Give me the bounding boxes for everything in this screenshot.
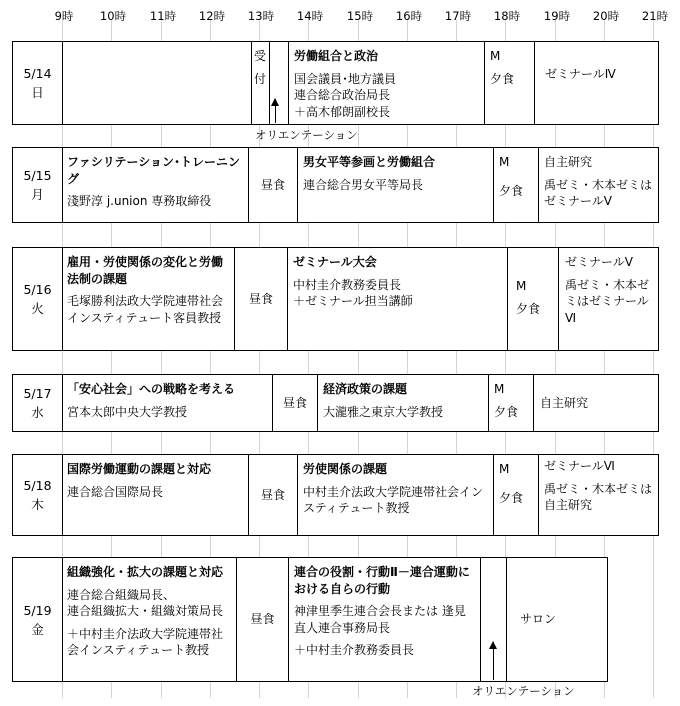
salon-label: サロン bbox=[520, 612, 557, 627]
afternoon-session-cell bbox=[288, 248, 508, 350]
date: 5/18 bbox=[23, 478, 52, 493]
lecturer-line: 連合総合組織局長、 bbox=[67, 587, 176, 602]
lecturer-line: ＋ゼミナール担当講師 bbox=[293, 294, 413, 308]
lecturer-line: ＋中村圭介教務委員長 bbox=[294, 643, 415, 657]
session-cell bbox=[289, 42, 485, 124]
session-title: ゼミナール大会 bbox=[293, 255, 377, 269]
afternoon-session-cell bbox=[298, 148, 494, 222]
day-row-5-19 bbox=[12, 557, 608, 682]
session-title: 労働組合と政治 bbox=[294, 49, 379, 63]
evening-line: 禹ゼミ・木本ゼミはゼミナールⅥ bbox=[565, 277, 650, 325]
date: 5/19 bbox=[23, 602, 52, 618]
day-row-5-17 bbox=[12, 374, 659, 432]
meal-cell bbox=[485, 42, 535, 124]
day-row-5-14 bbox=[12, 41, 659, 125]
dinner-label: 夕食 bbox=[490, 71, 515, 86]
lecturer-line: 毛塚勝利法政大学院連帯社会インスティテュート客員教授 bbox=[67, 294, 224, 325]
lecturer-line: ＋高木郁朗副校長 bbox=[294, 104, 391, 119]
dinner-label: 夕食 bbox=[499, 183, 524, 198]
hour-label: 18時 bbox=[493, 9, 521, 23]
day-row-5-18 bbox=[12, 454, 659, 536]
hour-label: 9時 bbox=[54, 9, 74, 23]
morning-session-cell bbox=[62, 455, 249, 535]
afternoon-session-cell bbox=[298, 455, 494, 535]
hour-label: 15時 bbox=[346, 9, 374, 23]
hour-label: 20時 bbox=[592, 9, 620, 23]
weekday: 日 bbox=[31, 85, 44, 100]
day-row-5-16 bbox=[12, 247, 659, 351]
hour-label: 16時 bbox=[395, 9, 423, 23]
weekday: 金 bbox=[31, 621, 44, 637]
evening-cell bbox=[535, 42, 658, 124]
reception-cell bbox=[252, 42, 270, 124]
evening-cell bbox=[507, 558, 607, 681]
lecturer-line: ＋中村圭介法政大学院連帯社会インスティテュート教授 bbox=[67, 626, 224, 657]
evening-line: ゼミナールⅥ bbox=[544, 459, 615, 473]
session-title: 雇用・労使関係の変化と労働法制の課題 bbox=[67, 255, 224, 286]
session-title: 「安心社会」への戦略を考える bbox=[67, 382, 236, 396]
lunch-label: 昼食 bbox=[260, 177, 285, 192]
m-label: M bbox=[494, 382, 505, 396]
hour-label: 13時 bbox=[247, 9, 275, 23]
hour-label: 21時 bbox=[641, 9, 669, 23]
morning-session-cell bbox=[62, 248, 235, 350]
day-row-5-15 bbox=[12, 147, 659, 223]
lecturer-line: 宮本太郎中央大学教授 bbox=[67, 404, 188, 419]
hour-label: 17時 bbox=[444, 9, 472, 23]
empty-morning-cell bbox=[62, 42, 252, 124]
m-label: M bbox=[490, 49, 501, 63]
hour-label: 11時 bbox=[149, 9, 177, 23]
orientation-note: オリエンテーション bbox=[255, 128, 358, 142]
lecturer-line: 中村圭介法政大学院連帯社会インスティテュート教授 bbox=[303, 484, 484, 515]
session-title: 労使関係の課題 bbox=[303, 462, 388, 476]
evening-cell bbox=[559, 248, 658, 350]
evening-cell bbox=[539, 148, 658, 222]
lecturer-line: 大瀧雅之東京大学教授 bbox=[323, 404, 444, 419]
evening-line: 自主研究 bbox=[544, 155, 593, 169]
afternoon-session-cell bbox=[289, 558, 481, 681]
date-cell bbox=[13, 455, 63, 535]
lecturer-line: 国会議員･地方議員 bbox=[294, 71, 397, 86]
reception-char: 受 bbox=[254, 49, 267, 63]
lecturer-line: 連合総合政治局長 bbox=[294, 88, 391, 102]
lunch-cell bbox=[249, 455, 298, 535]
m-label: M bbox=[499, 462, 510, 476]
evening-cell bbox=[534, 375, 658, 431]
meal-cell bbox=[494, 455, 539, 535]
arrow-up-icon bbox=[493, 642, 494, 680]
lecturer-line: 淺野淳 j.union 専務取締役 bbox=[67, 194, 212, 208]
orientation-note: オリエンテーション bbox=[472, 684, 575, 698]
meal-cell bbox=[494, 148, 539, 222]
evening-line: 自主研究 bbox=[540, 395, 589, 410]
evening-label: ゼミナールⅣ bbox=[545, 67, 616, 81]
morning-session-cell bbox=[62, 558, 237, 681]
reception-char: 付 bbox=[254, 71, 267, 86]
meal-cell bbox=[489, 375, 534, 431]
evening-line: 禹ゼミ・木本ゼミは自主研究 bbox=[544, 481, 653, 512]
date-cell bbox=[13, 148, 63, 222]
session-title: ファシリテーション･トレーニング bbox=[67, 155, 241, 186]
weekday: 火 bbox=[31, 301, 44, 316]
evening-line: 禹ゼミ・木本ゼミは ゼミナールⅤ bbox=[544, 177, 653, 208]
morning-session-cell bbox=[62, 148, 249, 222]
date: 5/15 bbox=[23, 168, 52, 183]
morning-session-cell bbox=[62, 375, 273, 431]
m-label: M bbox=[499, 155, 510, 169]
date: 5/16 bbox=[23, 282, 52, 297]
m-label: M bbox=[516, 279, 527, 293]
evening-line: ゼミナールⅤ bbox=[565, 255, 633, 269]
lunch-cell bbox=[249, 148, 298, 222]
date-cell bbox=[13, 248, 63, 350]
session-title: 国際労働運動の課題と対応 bbox=[67, 462, 212, 476]
session-title: 男女平等参画と労働組合 bbox=[303, 155, 436, 169]
lunch-cell bbox=[273, 375, 318, 431]
date-cell bbox=[13, 375, 63, 431]
date: 5/14 bbox=[23, 66, 52, 81]
hour-label: 12時 bbox=[198, 9, 226, 23]
meal-cell bbox=[508, 248, 559, 350]
session-title: 連合の役割・行動Ⅱ－連合運動における自らの行動 bbox=[294, 565, 470, 596]
session-title: 経済政策の課題 bbox=[323, 382, 408, 396]
date-cell bbox=[13, 558, 63, 681]
dinner-label: 夕食 bbox=[516, 301, 541, 316]
lecturer-line: 中村圭介教務委員長 bbox=[293, 277, 402, 292]
lunch-label: 昼食 bbox=[250, 612, 275, 627]
session-title: 組織強化・拡大の課題と対応 bbox=[67, 565, 224, 579]
afternoon-session-cell bbox=[318, 375, 489, 431]
hour-label: 10時 bbox=[99, 9, 127, 23]
orientation-slot bbox=[270, 42, 289, 124]
hour-label: 19時 bbox=[543, 9, 571, 23]
evening-cell bbox=[539, 455, 658, 535]
dinner-label: 夕食 bbox=[499, 490, 524, 505]
lunch-label: 昼食 bbox=[248, 291, 273, 306]
lunch-cell bbox=[237, 558, 289, 681]
weekday: 木 bbox=[31, 497, 44, 512]
dinner-label: 夕食 bbox=[494, 404, 519, 419]
orientation-slot bbox=[481, 558, 507, 681]
lecturer-line: 連合組織拡大・組織対策局長 bbox=[67, 604, 224, 618]
lecturer-line: 連合総合国際局長 bbox=[67, 484, 164, 499]
lunch-cell bbox=[235, 248, 288, 350]
lunch-label: 昼食 bbox=[282, 395, 307, 410]
arrow-up-icon bbox=[275, 99, 276, 123]
date-cell bbox=[13, 42, 63, 124]
date: 5/17 bbox=[23, 386, 52, 401]
lunch-label: 昼食 bbox=[260, 487, 285, 502]
weekday: 月 bbox=[31, 187, 44, 202]
weekday: 水 bbox=[31, 405, 44, 420]
lecturer-line: 連合総合男女平等局長 bbox=[303, 177, 424, 192]
lecturer-line: 神津里季生連合会長または 逢見直人連合事務局長 bbox=[294, 604, 466, 635]
hour-label: 14時 bbox=[296, 9, 324, 23]
